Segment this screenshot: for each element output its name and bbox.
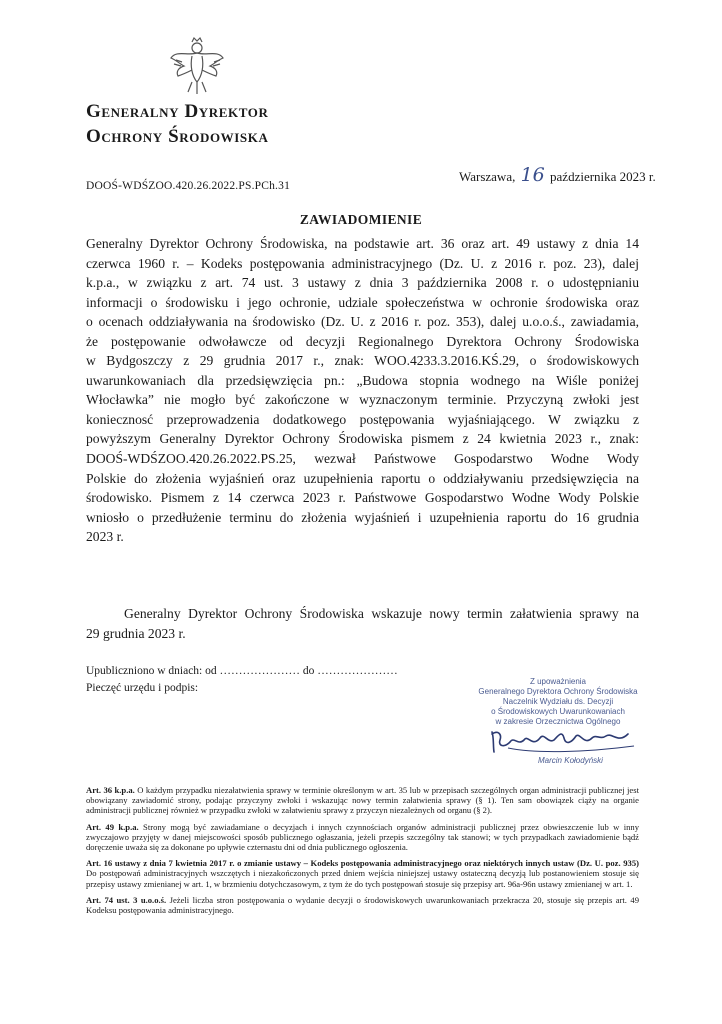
body-line: środowisko. Pismem z 14 czerwca 2023 r. Państwowe Gospodarstwo Wodne Wody Polskie — [86, 490, 639, 506]
stamp-line: o Środowiskowych Uwarunkowaniach — [491, 707, 625, 716]
closing-line-1: Generalny Dyrektor Ochrony Środowiska wskazuje nowy termin załatwienia sprawy na — [124, 606, 639, 621]
date-place: Warszawa, — [459, 169, 516, 184]
body-line: koniecznosć przeprowadzenia dodatkowego postępowania wyjaśniającego. W związku z — [86, 411, 639, 427]
body-line: Polskie do złożenia wyjaśnień oraz uzupełnienia raportu o oddziaływaniu przedsięwzięcia na — [86, 470, 639, 486]
footnote-text: O każdym przypadku niezałatwienia sprawy w terminie określonym w art. 35 lub w przepisach szczególnych organ administracji publicznej jest obowiązany zawiadomić strony, podając przyczyny zwłoki i wskazując nowy termin załatwienia sprawy (§ 1). Ten sam obowiązek ciąży na organie administracji publicznej również w przypadku zwłoki w załatwieniu sprawy z przyczyn niezależnych od organu (§ 2). — [86, 785, 639, 816]
document-body — [86, 234, 639, 547]
stamp-line: Naczelnik Wydziału ds. Decyzji — [502, 697, 614, 706]
footnote-text: Strony mogą być zawiadamiane o decyzjach i innych czynnościach organów administracji publicznej przez obwieszczenie lub w inny zwyczajowo przyjęty w danej miejscowości sposób publicznego ogłaszania, jeżeli przepis szczególny tak stanowi; w tych przypadkach zawiadomienie bądź doręczenie uważa się za dokonane po upływie czternastu dni od dnia publicznego ogłoszenia. — [86, 821, 639, 853]
stamp-line: w zakresie Orzecznictwa Ogólnego — [495, 717, 621, 726]
footnote-art36 — [86, 785, 639, 816]
legal-footnotes — [86, 785, 639, 921]
footnote-art16 — [86, 858, 639, 889]
footnote-art74 — [86, 895, 639, 915]
body-line: k.p.a., w związku z art. 74 ust. 3 ustawy z dnia 3 października 2008 r. o udostępnianiu — [86, 275, 639, 291]
body-line: powyższym Generalny Dyrektor Ochrony Środowiska pismem z 24 kwietnia 2023 r., znak: — [86, 431, 639, 447]
body-line: czerwca 1960 r. – Kodeks postępowania administracyjnego (Dz. U. z 2016 r. poz. 23), dalej — [86, 255, 639, 271]
body-line: że postępowanie odwoławcze od decyzji Regionalnego Dyrektora Ochrony Środowiska — [86, 333, 639, 349]
document-title: ZAWIADOMIENIE — [299, 212, 423, 227]
footnote-text: Jeżeli liczba stron postępowania o wydanie decyzji o środowiskowych uwarunkowaniach przekracza 20, stosuje się przepis art. 49 Kodeksu postępowania administracyjnego. — [86, 894, 639, 916]
stamp-line: Generalnego Dyrektora Ochrony Środowiska — [478, 687, 638, 696]
footnote-art49 — [86, 822, 639, 853]
authorization-stamp — [458, 677, 658, 727]
footnote-label: Art. 16 ustawy z dnia 7 kwietnia 2017 r. o zmianie ustawy – Kodeks postępowania administracyjnego oraz niektórych innych ustaw (Dz. U. poz. 935) — [86, 858, 639, 869]
footnote-text: Do postępowań administracyjnych wszczętych i niezakończonych przed dniem wejścia niniejszej ustawy ostateczną decyzją lub postanowieniem stosuje się przepisy ustawy zmienianej w art. 1, w brzmieniu dotychczasowym, z tym że do tych postępowań stosuje się przepisy art. 96a-96n ustawy zmienianej w art. 1. — [86, 868, 639, 889]
signer-name: Marcin Kołodyński — [538, 756, 603, 765]
published-dates-label: Upubliczniono w dniach: od ………………… do ………………… — [86, 665, 398, 677]
organization-name — [86, 99, 269, 149]
org-line-1: Generalny Dyrektor — [86, 101, 269, 122]
body-line: w Bydgoszczy z 29 grudnia 2017 r., znak: WOO.4233.3.2016.KŚ.29, o środowiskowych — [86, 353, 639, 369]
stamp-signature-label: Pieczęć urzędu i podpis: — [86, 682, 199, 694]
reference-number: DOOŚ-WDŚZOO.420.26.2022.PS.PCh.31 — [86, 180, 291, 192]
closing-paragraph — [86, 604, 639, 643]
body-line: o ocenach oddziaływania na środowisko (Dz. U. z 2016 r. poz. 353), dalej u.o.o.ś., zawiadamia, — [86, 314, 639, 330]
eagle-emblem-icon — [168, 36, 226, 96]
publication-block — [86, 663, 398, 697]
body-line: 2023 r. — [86, 529, 124, 545]
date-line — [459, 164, 656, 186]
body-line: Włocławka” nie mogło być zakończone w wyznaczonym terminie. Przyczyną zwłoki jest — [86, 392, 639, 408]
body-line: DOOŚ-WDŚZOO.420.26.2022.PS.25, wezwał Państwowe Gospodarstwo Wodne Wody — [86, 451, 639, 467]
footnote-label: Art. 74 ust. 3 u.o.o.ś. — [86, 894, 167, 905]
date-month-year: października 2023 r. — [550, 169, 656, 184]
body-line: Generalny Dyrektor Ochrony Środowiska, na podstawie art. 36 oraz art. 49 ustawy z dnia 14 — [86, 236, 639, 251]
closing-line-2: 29 grudnia 2023 r. — [86, 625, 186, 641]
body-line: informacji o środowisku i jego ochronie, udziale społeczeństwa w ochronie środowiska oraz — [86, 294, 639, 310]
footnote-label: Art. 49 k.p.a. — [86, 821, 139, 832]
footnote-label: Art. 36 k.p.a. — [86, 785, 135, 795]
body-line: wniosło o przedłużenie terminu do złożenia wyjaśnień i uzupełnienia raportu do 16 grudnia — [86, 509, 639, 525]
org-line-2: Ochrony Środowiska — [86, 126, 269, 147]
body-line: uwarunkowaniach dla przedsięwzięcia pn.: „Budowa stopnia wodnego na Wiśle poniżej — [86, 372, 639, 388]
date-day-handwritten: 16 — [520, 164, 545, 186]
handwritten-signature — [488, 724, 638, 756]
stamp-line: Z upoważnienia — [529, 677, 587, 686]
